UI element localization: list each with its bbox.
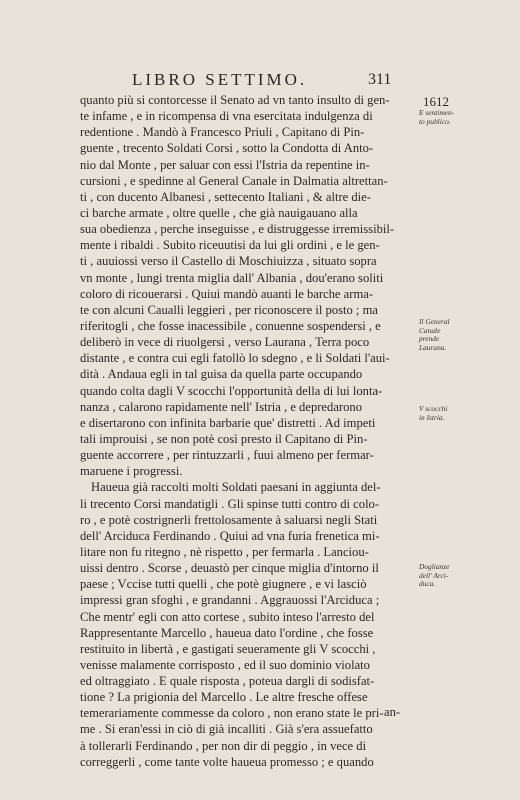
text-line: nio dal Monte , per saluar con essi l'Istria da repentine in- bbox=[80, 157, 370, 172]
text-line: sua obedienza , perche inseguisse , e distruggesse irremissibil- bbox=[80, 222, 395, 237]
text-line: guente , trecento Soldati Corsi , sotto la Condotta di Anto- bbox=[80, 141, 374, 156]
text-line: restituito in libertà , e gastigati seueramente gli V scocchi , bbox=[80, 641, 376, 656]
text-line: distante , e contra cui egli fatollò lo sdegno , e li Soldati l'aui- bbox=[80, 351, 390, 366]
margin-note-line: to publico. bbox=[419, 116, 451, 126]
margin-note-line: E sentimen- bbox=[419, 108, 455, 117]
margin-note-line: in Istria. bbox=[419, 412, 445, 422]
text-line: te infame , e in ricompensa di vna esercitata indulgenza di bbox=[80, 109, 373, 124]
running-head bbox=[0, 70, 520, 90]
text-line: riferitogli , che fosse inacessibile , conuenne sospendersi , e bbox=[80, 318, 381, 333]
margin-note-line: dell' Arci- bbox=[419, 570, 449, 580]
text-line: tione ? La prigionia del Marcello . Le altre fresche offese bbox=[80, 690, 368, 705]
margin-note-line: prende bbox=[419, 334, 440, 344]
text-line: guente accorrere , per rintuzzarli , fuui almeno per fermar- bbox=[80, 448, 374, 463]
text-line: deliberò in vece di riuolgersi , verso Laurana , Terra poco bbox=[80, 335, 370, 350]
running-head-title: LIBRO SETTIMO. bbox=[132, 70, 308, 89]
text-line: correggerli , come tante volte haueua promesso ; e quando bbox=[80, 754, 374, 769]
text-line: maruene i progressi. bbox=[80, 464, 183, 479]
text-line: quanto più si contorcesse il Senato ad vn tanto insulto di gen- bbox=[80, 93, 390, 107]
text-line: e disertarono con infinita barbarie que' distretti . Ad impeti bbox=[80, 415, 376, 430]
text-line: nanza , calarono rapidamente nell' Istria , e depredarono bbox=[80, 399, 362, 414]
margin-note-line: duca. bbox=[419, 579, 436, 589]
margin-note-laurana bbox=[419, 318, 491, 352]
text-line: redentione . Mandò à Francesco Priuli , Capitano di Pin- bbox=[80, 125, 365, 140]
catchword: an- bbox=[384, 705, 401, 719]
text-line: dell' Arciduca Ferdinando . Quiui ad vna furia frenetica mi- bbox=[80, 528, 380, 543]
text-line: Che mentr' egli con atto cortese , subito inteso l'arresto del bbox=[80, 609, 375, 624]
text-line: mente i ribaldi . Subito riceuutisi da lui gli ordini , e le gen- bbox=[80, 238, 380, 253]
text-line: impressi gran sfoghi , e grandanni . Aggrauossi l'Arciduca ; bbox=[80, 593, 380, 608]
text-line: coloro di ricouerarsi . Quiui mandò auanti le barche arma- bbox=[80, 286, 374, 301]
text-line: venisse malamente corrisposto , ed il suo dominio violato bbox=[80, 657, 370, 672]
margin-note-line: Laurana. bbox=[419, 342, 447, 352]
text-line: li trecento Corsi mandatigli . Gli spinse tutti contro di colo- bbox=[80, 496, 380, 511]
text-line: ti , con ducento Albanesi , settecento Italiani , & altre die- bbox=[80, 189, 371, 204]
text-line: ed oltraggiato . E quale risposta , poteua dargli di sodisfat- bbox=[80, 674, 375, 689]
margin-note-line: Doglianze bbox=[419, 562, 450, 571]
text-line: uissi dentro . Scorse , deuastò per cinque miglia d'intorno il bbox=[80, 561, 379, 576]
margin-note-uscocchi bbox=[419, 405, 491, 422]
text-line: te con alcuni Caualli leggieri , per riconoscere il posto ; ma bbox=[80, 302, 378, 317]
text-line: cursioni , e spedinne al General Canale in Dalmatia altrettan- bbox=[80, 173, 388, 188]
margin-note-line: V scocchi bbox=[419, 404, 448, 413]
text-line: à tollerarli Ferdinando , per non dir di peggio , in vece di bbox=[80, 738, 367, 753]
text-line: quando colta dagli V scocchi l'opportunità della di lui lonta- bbox=[80, 383, 383, 398]
text-line: paese ; Vccise tutti quelli , che potè giugnere , e vi lasciò bbox=[80, 577, 367, 592]
text-line: temerariamente commesse da coloro , non erano state le pri- bbox=[80, 706, 384, 721]
text-line: vn monte , lungi trenta miglia dall' Albania , dou'erano soliti bbox=[80, 270, 384, 285]
text-line: litare non fu ritegno , nè rispetto , per fermarla . Lanciou- bbox=[80, 544, 369, 559]
text-line: ti , auuiossi verso il Castello di Moschiuizza , situato sopra bbox=[80, 254, 377, 269]
paragraph-start-line: Haueua già raccolti molti Soldati paesani in aggiunta del- bbox=[91, 480, 381, 495]
text-line: me . Si eran'essi in ciò di già incalliti . Già s'era assuefatto bbox=[80, 722, 373, 737]
margin-note-sentimento bbox=[419, 109, 491, 126]
page-number: 311 bbox=[368, 71, 392, 88]
margin-note-doglianze bbox=[419, 563, 491, 589]
body-text bbox=[80, 92, 420, 770]
margin-note-line: Canale bbox=[419, 325, 441, 335]
text-line: Rappresentante Marcello , haueua dato l'ordine , che fosse bbox=[80, 625, 374, 640]
text-line: ro , e potè costrignerli frettolosamente à saluarsi negli Stati bbox=[80, 512, 378, 527]
text-line: tali improuisi , se non potè così presto il Capitano di Pin- bbox=[80, 431, 368, 446]
margin-note-line: Il General bbox=[419, 317, 450, 326]
text-line: dità . Andaua egli in tal guisa da quella parte occupando bbox=[80, 367, 363, 382]
text-line: ci barche armate , oltre quelle , che già nauigauano alla bbox=[80, 205, 358, 220]
margin-year: 1612 bbox=[423, 94, 449, 109]
